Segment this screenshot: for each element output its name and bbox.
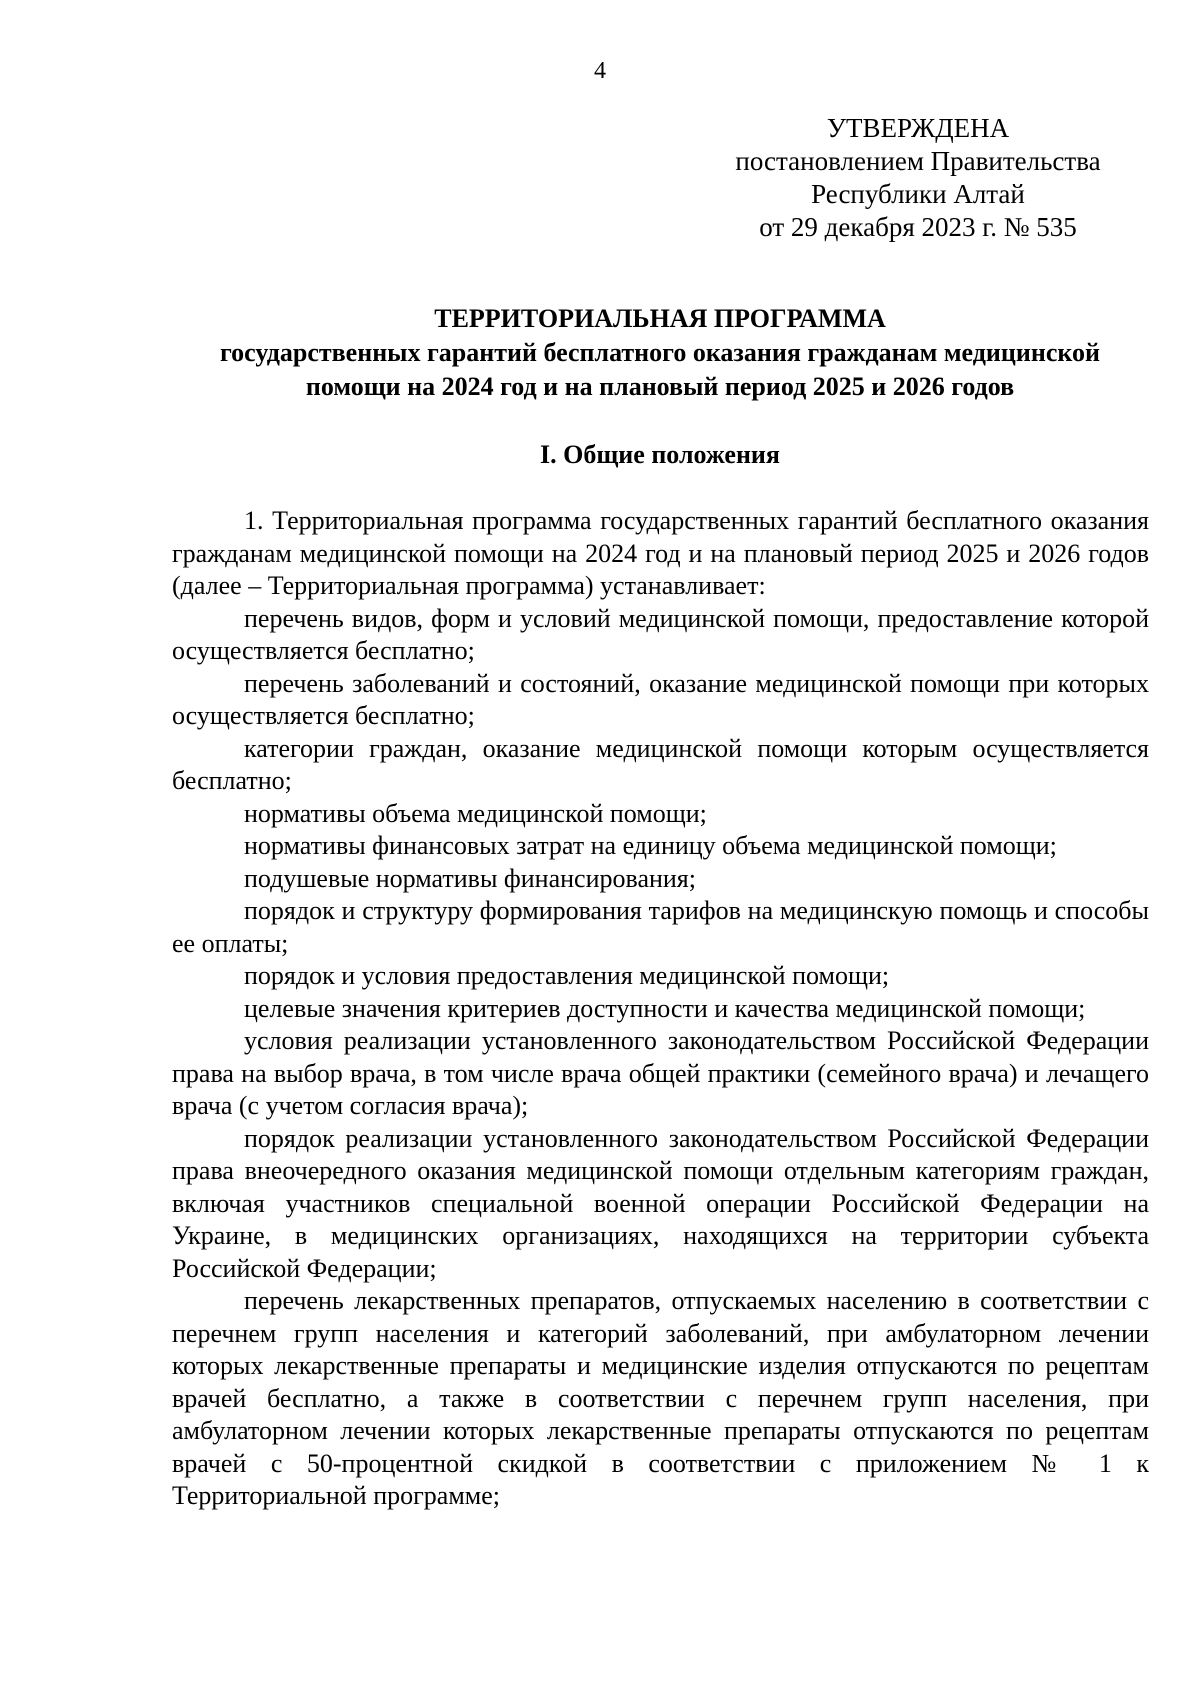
document-title xyxy=(170,302,1150,404)
paragraph-11: условия реализации установленного законодательством Российской Федерации права на выбор врача, в том числе врача общей практики (семейного врача) и лечащего врача (с учетом согласия врача); xyxy=(172,1026,1149,1120)
paragraph-10: целевые значения критериев доступности и качества медицинской помощи; xyxy=(244,993,1086,1023)
paragraph-6: нормативы финансовых затрат на единицу объема медицинской помощи; xyxy=(244,831,1057,860)
paragraph-7: подушевые нормативы финансирования; xyxy=(244,863,696,893)
paragraph-8: порядок и структуру формирования тарифов на медицинскую помощь и способы ее оплаты; xyxy=(172,896,1149,958)
title-line-3: помощи на 2024 год и на плановый период 2025 и 2026 годов xyxy=(305,372,1015,401)
approval-date-number: от 29 декабря 2023 г. № 535 xyxy=(759,212,1077,242)
page-number: 4 xyxy=(594,58,606,84)
approval-stamp-title: УТВЕРЖДЕНА xyxy=(826,113,1010,143)
title-line-2: государственных гарантий бесплатного оказания гражданам медицинской xyxy=(220,338,1100,367)
approval-region: Республики Алтай xyxy=(811,179,1025,209)
paragraph-1: 1. Территориальная программа государственных гарантий бесплатного оказания гражданам медицинской помощи на 2024 год и на плановый период 2025 и 2026 годов (далее – Территориальная программа) устанавливает: xyxy=(172,506,1149,600)
paragraph-12: порядок реализации установленного законодательством Российской Федерации права внеочередного оказания медицинской помощи отдельным категориям граждан, включая участников специальной военной операции Российской Федерации на Украине, в медицинских организациях, находящихся на территории субъекта Российской Федерации; xyxy=(172,1123,1149,1283)
paragraph-2: перечень видов, форм и условий медицинской помощи, предоставление которой осуществляется бесплатно; xyxy=(172,603,1149,665)
approval-block xyxy=(718,112,1118,244)
paragraph-9: порядок и условия предоставления медицинской помощи; xyxy=(244,961,890,990)
body-text xyxy=(172,505,1149,1513)
paragraph-4: категории граждан, оказание медицинской помощи которым осуществляется бесплатно; xyxy=(172,733,1149,795)
paragraph-13: перечень лекарственных препаратов, отпускаемых населению в соответствии с перечнем групп населения и категорий заболеваний, при амбулаторном лечении которых лекарственные препараты и медицинские изделия отпускаются по рецептам врачей бесплатно, а также в соответствии с перечнем групп населения, при амбулаторном лечении которых лекарственные препараты отпускаются по рецептам врачей с 50-процентной скидкой в соответствии с приложением № 1 к Территориальной программе; xyxy=(172,1286,1149,1510)
paragraph-3: перечень заболеваний и состояний, оказание медицинской помощи при которых осуществляется бесплатно; xyxy=(172,668,1149,730)
title-line-1: ТЕРРИТОРИАЛЬНАЯ ПРОГРАММА xyxy=(434,304,886,333)
paragraph-5: нормативы объема медицинской помощи; xyxy=(244,798,707,828)
section-heading: I. Общие положения xyxy=(540,440,780,469)
approval-authority: постановлением Правительства xyxy=(735,146,1101,176)
